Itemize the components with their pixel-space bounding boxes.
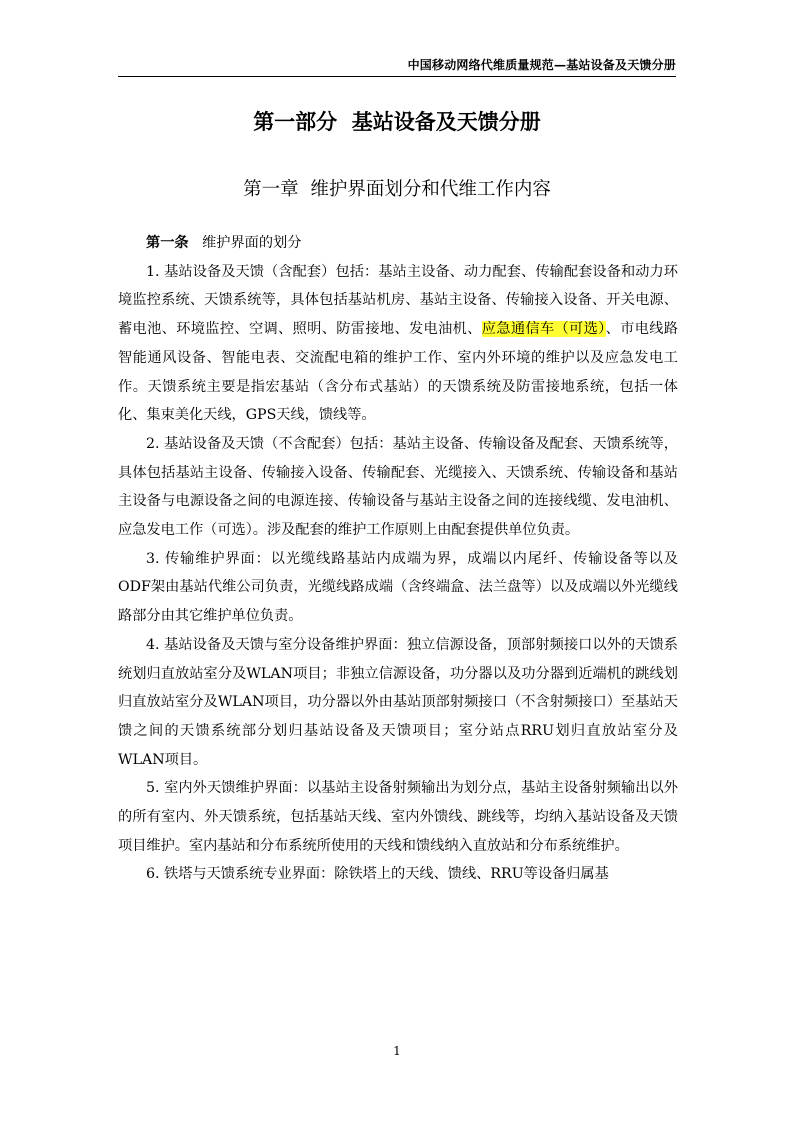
paragraph-4: 4. 基站设备及天馈与室分设备维护界面：独立信源设备，顶部射频接口以外的天馈系统划归直放站室分及WLAN项目；非独立信源设备，功分器以及功分器到近端机的跳线划归直放站室分及WLAN项目，功分器以外由基站顶部射频接口（不含射频接口）至基站天馈之间的天馈系统部分划归基站设备及天馈项目；室分站点RRU划归直放站室分及WLAN项目。 [118, 636, 678, 768]
paragraph-2: 2. 基站设备及天馈（不含配套）包括：基站主设备、传输设备及配套、天馈系统等，具体包括基站主设备、传输接入设备、传输配套、光缆接入、天馈系统、传输设备和基站主设备与电源设备之间的电源连接、传输设备与基站主设备之间的连接线缆、发电油机、应急发电工作（可选）。涉及配套的维护工作原则上由配套提供单位负责。 [118, 435, 678, 539]
paragraph-1 [118, 258, 678, 430]
paragraph-1-text-cont: 、市电线路智能通风设备、智能电表、交流配电箱的维护工作、室内外环境的维护以及应急发电工作。天馈系统主要是指宏基站（含分布式基站）的天馈系统及防雷接地系统，包括一体化、集束美化天线，GPS天线，馈线等。 [118, 321, 678, 424]
paragraph-3: 3. 传输维护界面：以光缆线路基站内成端为界，成端以内尾纤、传输设备等以及ODF架由基站代维公司负责，光缆线路成端（含终端盒、法兰盘等）以及成端以外光缆线路部分由其它维护单位负责。 [118, 550, 678, 625]
part-title: 第一部分 基站设备及天馈分册 [253, 110, 541, 134]
highlighted-text: 应急通信车（可选） [481, 321, 606, 338]
paragraph-5: 5. 室内外天馈维护界面：以基站主设备射频输出为划分点，基站主设备射频输出以外的所有室内、外天馈系统，包括基站天线、室内外馈线、跳线等，均纳入基站设备及天馈项目维护。室内基站和分布系统所使用的天线和馈线纳入直放站和分布系统维护。 [118, 780, 678, 854]
article-heading [118, 229, 678, 258]
header-rule [118, 76, 676, 77]
paragraph-1-text: 1. 基站设备及天馈（含配套）包括：基站主设备、动力配套、传输配套设备和动力环境监控系统、天馈系统等，具体包括基站机房、基站主设备、传输接入设备、开关电源、蓄电池、环境监控、空调、照明、防雷接地、发电油机、 [118, 263, 678, 338]
page-number: 1 [393, 1044, 401, 1058]
running-header: 中国移动网络代维质量规范—基站设备及天馈分册 [407, 58, 676, 72]
document-body [118, 229, 678, 889]
paragraph-6: 6. 铁塔与天馈系统专业界面：除铁塔上的天线、馈线、RRU等设备归属基 [146, 866, 609, 883]
article-title: 维护界面的划分 [202, 235, 302, 251]
article-label: 第一条 [146, 235, 189, 251]
chapter-title: 第一章 维护界面划分和代维工作内容 [243, 179, 551, 200]
